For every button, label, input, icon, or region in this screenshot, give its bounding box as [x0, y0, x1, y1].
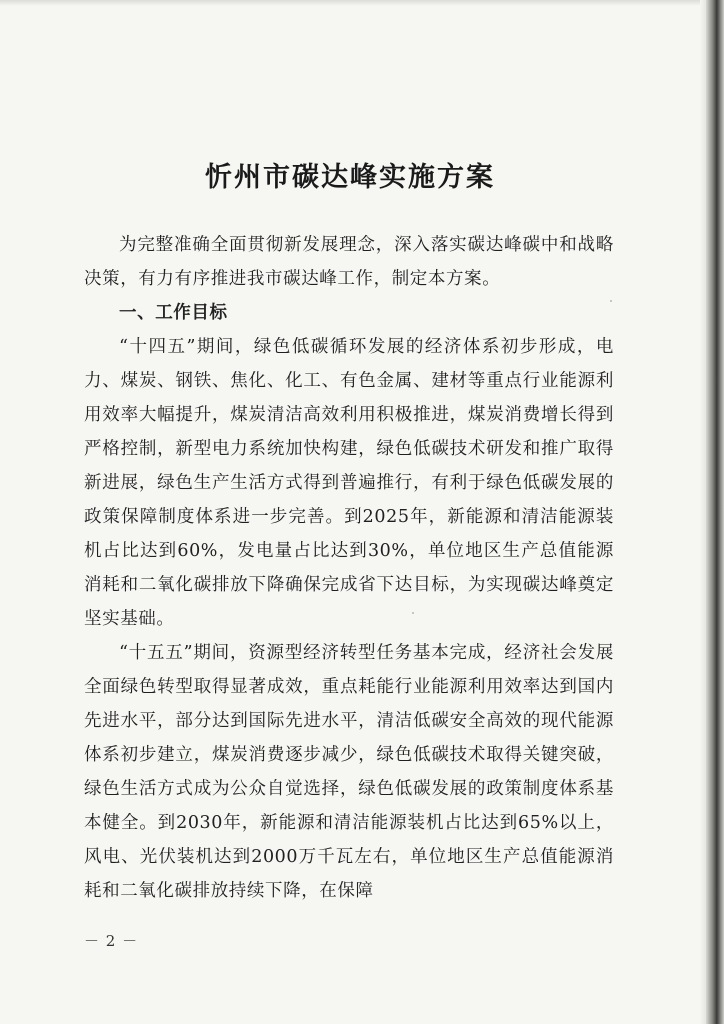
document-body — [84, 228, 614, 908]
paragraph-15th-five-year: “十五五”期间，资源型经济转型任务基本完成，经济社会发展全面绿色转型取得显著成效，重点耗能行业能源利用效率达到国内先进水平，部分达到国际先进水平，清洁低碳安全高效的现代能源体系初步建立，煤炭消费逐步减少，绿色低碳技术取得关键突破，绿色生活方式成为公众自觉选择，绿色低碳发展的政策制度体系基本健全。到2030年，新能源和清洁能源装机占比达到65%以上，风电、光伏装机达到2000万千瓦左右，单位地区生产总值能源消耗和二氧化碳排放持续下降，在保障 — [84, 643, 614, 901]
document-title: 忻州市碳达峰实施方案 — [205, 162, 495, 193]
scan-speck — [610, 300, 612, 302]
page-number: － 2 － — [84, 932, 139, 950]
paragraph-14th-five-year: “十四五”期间，绿色低碳循环发展的经济体系初步形成，电力、煤炭、钢铁、焦化、化工、有色金属、建材等重点行业能源利用效率大幅提升，煤炭清洁高效利用积极推进，煤炭消费增长得到严格控制，新型电力系统加快构建，绿色低碳技术研发和推广取得新进展，绿色生产生活方式得到普遍推行，有利于绿色低碳发展的政策保障制度体系进一步完善。到2025年，新能源和清洁能源装机占比达到60%，发电量占比达到30%，单位地区生产总值能源消耗和二氧化碳排放下降确保完成省下达目标，为实现碳达峰奠定坚实基础。 — [84, 337, 614, 629]
section-heading-goals: 一、工作目标 — [119, 303, 228, 323]
paragraph-intro: 为完整准确全面贯彻新发展理念，深入落实碳达峰碳中和战略决策，有力有序推进我市碳达峰工作，制定本方案。 — [84, 235, 614, 289]
scan-edge-right — [706, 0, 724, 1024]
scan-edge-top — [0, 0, 724, 6]
scan-speck — [412, 612, 414, 614]
